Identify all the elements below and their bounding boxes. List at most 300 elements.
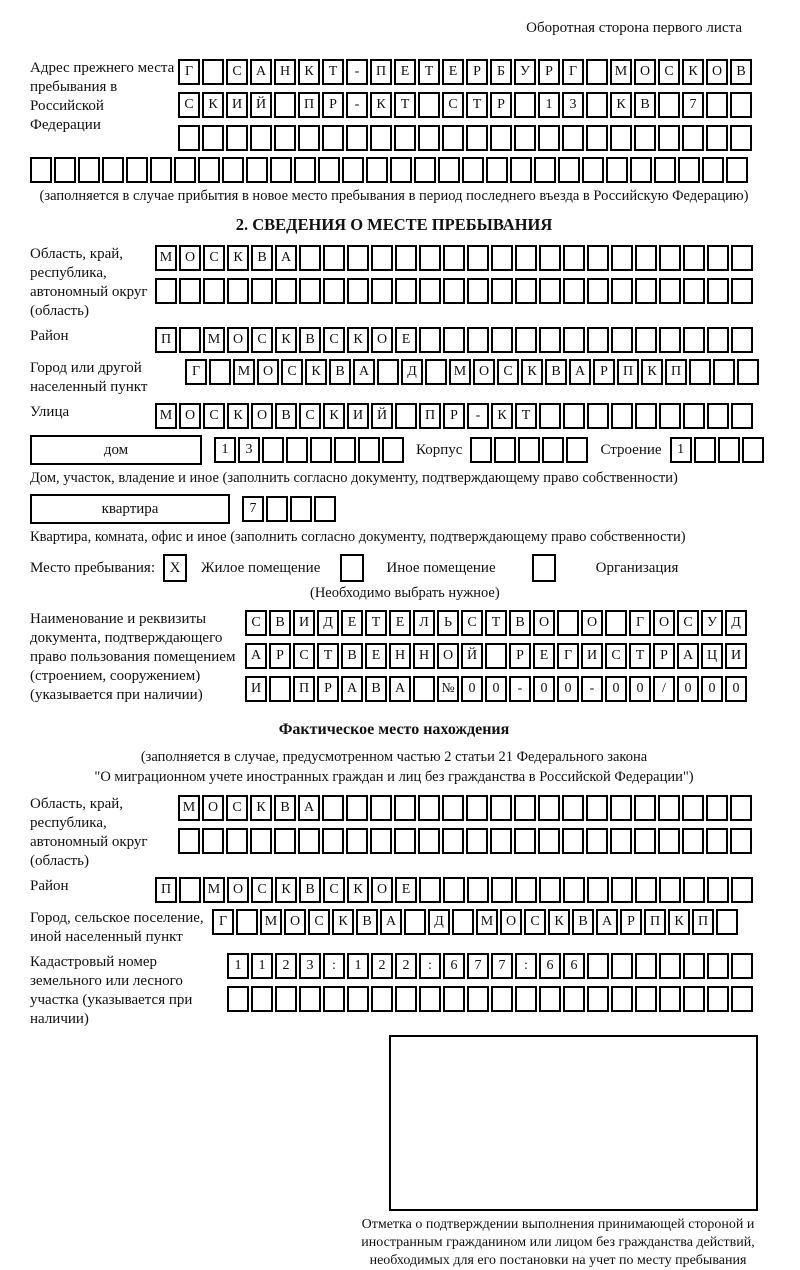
- char-cell: [515, 327, 537, 353]
- char-cell: [346, 795, 368, 821]
- char-cell: [683, 986, 705, 1012]
- char-cell: [323, 986, 345, 1012]
- char-cell: С: [497, 359, 519, 385]
- char-cell: /: [653, 676, 675, 702]
- char-cell: [346, 828, 368, 854]
- char-cell: С: [299, 403, 321, 429]
- char-cell: [314, 496, 336, 522]
- kadastr-block: [30, 953, 758, 1029]
- char-cell: [731, 278, 753, 304]
- char-cell: О: [533, 610, 555, 636]
- prev-address-label: Адрес прежнего места пребывания в Российской Федерации: [30, 60, 175, 133]
- char-cell: Г: [557, 643, 579, 669]
- char-cell: [562, 828, 584, 854]
- char-cell: Е: [341, 610, 363, 636]
- char-cell: С: [178, 92, 200, 118]
- char-cell: [557, 610, 579, 636]
- char-cell: С: [524, 909, 546, 935]
- char-cell: [563, 245, 585, 271]
- char-cell: [467, 245, 489, 271]
- char-cell: [54, 157, 76, 183]
- char-cell: -: [467, 403, 489, 429]
- char-cell: [515, 245, 537, 271]
- mesto-label: Место пребывания:: [30, 559, 155, 576]
- char-cell: [538, 828, 560, 854]
- char-cell: [610, 828, 632, 854]
- char-cell: [126, 157, 148, 183]
- char-cell: [534, 157, 556, 183]
- char-cell: К: [641, 359, 663, 385]
- char-cell: [425, 359, 447, 385]
- char-cell: 0: [677, 676, 699, 702]
- char-cell: К: [370, 92, 392, 118]
- char-cell: [209, 359, 231, 385]
- char-cell: [485, 643, 507, 669]
- char-cell: [346, 125, 368, 151]
- char-cell: [470, 437, 492, 463]
- char-cell: К: [323, 403, 345, 429]
- char-cell: Е: [389, 610, 411, 636]
- char-cell: [586, 795, 608, 821]
- char-cell: 1: [670, 437, 692, 463]
- char-cell: Н: [274, 59, 296, 85]
- char-cell: С: [323, 877, 345, 903]
- char-cell: И: [347, 403, 369, 429]
- char-cell: П: [617, 359, 639, 385]
- char-cell: [630, 157, 652, 183]
- char-cell: К: [250, 795, 272, 821]
- char-cell: [323, 245, 345, 271]
- char-cell: Д: [725, 610, 747, 636]
- char-cell: [582, 157, 604, 183]
- char-cell: [611, 953, 633, 979]
- char-cell: С: [226, 795, 248, 821]
- char-cell: [198, 157, 220, 183]
- char-cell: В: [730, 59, 752, 85]
- oblast-row-2: [155, 278, 755, 304]
- char-cell: О: [653, 610, 675, 636]
- char-cell: И: [245, 676, 267, 702]
- char-cell: [418, 125, 440, 151]
- prev-address-row-3: [178, 125, 754, 151]
- char-cell: [466, 795, 488, 821]
- char-cell: [419, 327, 441, 353]
- char-cell: [611, 877, 633, 903]
- ulitsa-block: [30, 403, 758, 429]
- korpus-row: [470, 437, 590, 463]
- char-cell: М: [203, 327, 225, 353]
- char-cell: Р: [593, 359, 615, 385]
- char-cell: Т: [629, 643, 651, 669]
- char-cell: [586, 59, 608, 85]
- char-cell: [491, 877, 513, 903]
- char-cell: Т: [466, 92, 488, 118]
- char-cell: [611, 986, 633, 1012]
- char-cell: Т: [322, 59, 344, 85]
- char-cell: Е: [394, 59, 416, 85]
- char-cell: [658, 828, 680, 854]
- char-cell: К: [548, 909, 570, 935]
- char-cell: [707, 327, 729, 353]
- char-cell: [298, 125, 320, 151]
- char-cell: О: [581, 610, 603, 636]
- char-cell: [347, 986, 369, 1012]
- char-cell: [443, 278, 465, 304]
- char-cell: [202, 125, 224, 151]
- char-cell: Р: [509, 643, 531, 669]
- char-cell: [443, 245, 465, 271]
- char-cell: [226, 125, 248, 151]
- char-cell: В: [341, 643, 363, 669]
- char-cell: [490, 828, 512, 854]
- char-cell: [466, 125, 488, 151]
- char-cell: [514, 92, 536, 118]
- char-cell: [730, 795, 752, 821]
- char-cell: [518, 437, 540, 463]
- char-cell: О: [202, 795, 224, 821]
- char-cell: -: [346, 59, 368, 85]
- char-cell: [462, 157, 484, 183]
- kadastr-row-2: [227, 986, 755, 1012]
- char-cell: [634, 828, 656, 854]
- char-cell: [694, 437, 716, 463]
- char-cell: К: [227, 403, 249, 429]
- dom-widebox: дом: [30, 435, 202, 465]
- char-cell: А: [677, 643, 699, 669]
- char-cell: Л: [413, 610, 435, 636]
- char-cell: [466, 828, 488, 854]
- char-cell: 2: [275, 953, 297, 979]
- char-cell: [659, 877, 681, 903]
- char-cell: [635, 245, 657, 271]
- char-cell: 0: [461, 676, 483, 702]
- char-cell: К: [668, 909, 690, 935]
- char-cell: [542, 437, 564, 463]
- char-cell: [563, 403, 585, 429]
- char-cell: [707, 245, 729, 271]
- char-cell: М: [260, 909, 282, 935]
- char-cell: [716, 909, 738, 935]
- document-row-1: [245, 610, 749, 636]
- char-cell: [706, 125, 728, 151]
- char-cell: [707, 953, 729, 979]
- char-cell: [587, 877, 609, 903]
- char-cell: [419, 986, 441, 1012]
- char-cell: [202, 59, 224, 85]
- char-cell: [587, 245, 609, 271]
- char-cell: [179, 278, 201, 304]
- char-cell: [683, 278, 705, 304]
- char-cell: О: [179, 245, 201, 271]
- char-cell: П: [419, 403, 441, 429]
- gorod-row: [185, 359, 761, 385]
- char-cell: В: [274, 795, 296, 821]
- char-cell: [635, 986, 657, 1012]
- mesto-checkbox-inoe: [340, 554, 364, 582]
- char-cell: Е: [365, 643, 387, 669]
- char-cell: О: [473, 359, 495, 385]
- kvartira-digits-row: [242, 496, 338, 522]
- char-cell: [683, 877, 705, 903]
- mesto-opt-org: Организация: [595, 559, 679, 576]
- prev-address-note: (заполняется в случае прибытия в новое место пребывания в период последнего въезда в Российскую Федерацию): [39, 188, 749, 204]
- char-cell: С: [308, 909, 330, 935]
- char-cell: В: [275, 403, 297, 429]
- char-cell: [179, 877, 201, 903]
- char-cell: [438, 157, 460, 183]
- char-cell: М: [178, 795, 200, 821]
- char-cell: [413, 676, 435, 702]
- char-cell: С: [226, 59, 248, 85]
- char-cell: [394, 125, 416, 151]
- char-cell: Р: [490, 92, 512, 118]
- char-cell: [707, 278, 729, 304]
- char-cell: -: [346, 92, 368, 118]
- char-cell: [586, 828, 608, 854]
- char-cell: [174, 157, 196, 183]
- char-cell: С: [461, 610, 483, 636]
- char-cell: О: [227, 877, 249, 903]
- char-cell: [250, 125, 272, 151]
- char-cell: К: [275, 877, 297, 903]
- char-cell: А: [245, 643, 267, 669]
- char-cell: [382, 437, 404, 463]
- char-cell: [587, 953, 609, 979]
- char-cell: О: [706, 59, 728, 85]
- fact-gorod-label: Город, сельское поселение, иной населенный пункт: [30, 910, 204, 945]
- char-cell: Е: [395, 327, 417, 353]
- char-cell: М: [203, 877, 225, 903]
- char-cell: [654, 157, 676, 183]
- char-cell: [443, 877, 465, 903]
- char-cell: [635, 327, 657, 353]
- char-cell: [442, 125, 464, 151]
- char-cell: И: [293, 610, 315, 636]
- char-cell: Д: [428, 909, 450, 935]
- char-cell: [310, 437, 332, 463]
- kvartira-widebox: квартира: [30, 494, 230, 524]
- char-cell: [707, 403, 729, 429]
- char-cell: [371, 986, 393, 1012]
- char-cell: А: [298, 795, 320, 821]
- fact-note-line2: "О миграционном учете иностранных граждан и лиц без гражданства в Российской Федерации"): [94, 769, 694, 785]
- char-cell: [730, 125, 752, 151]
- fact-raion-label: Район: [30, 878, 69, 894]
- char-cell: [395, 245, 417, 271]
- fact-gorod-row: [212, 909, 740, 935]
- char-cell: С: [677, 610, 699, 636]
- char-cell: Р: [269, 643, 291, 669]
- oblast-label: Область, край, республика, автономный округ (область): [30, 246, 148, 319]
- prev-address-block: [30, 59, 758, 151]
- char-cell: А: [250, 59, 272, 85]
- char-cell: 0: [557, 676, 579, 702]
- char-cell: Г: [629, 610, 651, 636]
- char-cell: [418, 795, 440, 821]
- char-cell: [658, 795, 680, 821]
- char-cell: 3: [238, 437, 260, 463]
- char-cell: Т: [418, 59, 440, 85]
- char-cell: [563, 877, 585, 903]
- char-cell: Д: [401, 359, 423, 385]
- char-cell: [611, 403, 633, 429]
- char-cell: 7: [491, 953, 513, 979]
- char-cell: [659, 245, 681, 271]
- char-cell: [419, 877, 441, 903]
- char-cell: [514, 125, 536, 151]
- char-cell: В: [299, 877, 321, 903]
- char-cell: [635, 877, 657, 903]
- mesto-checkbox-zhiloe: X: [163, 554, 187, 582]
- char-cell: [395, 986, 417, 1012]
- char-cell: А: [353, 359, 375, 385]
- char-cell: И: [725, 643, 747, 669]
- char-cell: [539, 877, 561, 903]
- char-cell: [323, 278, 345, 304]
- char-cell: [683, 327, 705, 353]
- char-cell: [150, 157, 172, 183]
- char-cell: [706, 828, 728, 854]
- char-cell: [486, 157, 508, 183]
- stamp-box: [389, 1035, 758, 1211]
- oblast-grid: [155, 245, 755, 304]
- char-cell: К: [521, 359, 543, 385]
- char-cell: И: [226, 92, 248, 118]
- char-cell: [587, 986, 609, 1012]
- char-cell: С: [251, 327, 273, 353]
- prev-address-row-2: [178, 92, 754, 118]
- mesto-checkbox-org: [532, 554, 556, 582]
- char-cell: [266, 496, 288, 522]
- char-cell: [659, 986, 681, 1012]
- char-cell: К: [347, 877, 369, 903]
- char-cell: [178, 125, 200, 151]
- char-cell: [702, 157, 724, 183]
- char-cell: К: [298, 59, 320, 85]
- fact-title: Фактическое место нахождения: [278, 721, 510, 738]
- char-cell: В: [572, 909, 594, 935]
- char-cell: [587, 403, 609, 429]
- char-cell: [250, 828, 272, 854]
- char-cell: [269, 676, 291, 702]
- char-cell: [222, 157, 244, 183]
- char-cell: [635, 403, 657, 429]
- char-cell: [707, 986, 729, 1012]
- char-cell: Т: [485, 610, 507, 636]
- char-cell: М: [449, 359, 471, 385]
- char-cell: Т: [394, 92, 416, 118]
- kadastr-label: Кадастровый номер земельного или лесного участка (указывается при наличии): [30, 954, 193, 1027]
- char-cell: 2: [395, 953, 417, 979]
- char-cell: [299, 278, 321, 304]
- char-cell: В: [251, 245, 273, 271]
- char-cell: -: [581, 676, 603, 702]
- char-cell: 0: [533, 676, 555, 702]
- gorod-block: [30, 359, 758, 397]
- char-cell: [610, 125, 632, 151]
- char-cell: [558, 157, 580, 183]
- char-cell: [539, 403, 561, 429]
- char-cell: [370, 828, 392, 854]
- char-cell: Й: [371, 403, 393, 429]
- kvartira-caption: Квартира, комната, офис и иное (заполнить согласно документу, подтверждающему право собственности): [30, 529, 686, 545]
- char-cell: О: [634, 59, 656, 85]
- char-cell: [731, 327, 753, 353]
- char-cell: [730, 828, 752, 854]
- char-cell: В: [545, 359, 567, 385]
- prev-address-grid: [178, 59, 754, 151]
- char-cell: [236, 909, 258, 935]
- char-cell: [586, 92, 608, 118]
- char-cell: [634, 125, 656, 151]
- char-cell: [78, 157, 100, 183]
- document-block: [30, 610, 758, 705]
- char-cell: [370, 795, 392, 821]
- char-cell: К: [682, 59, 704, 85]
- char-cell: [683, 245, 705, 271]
- char-cell: [539, 278, 561, 304]
- char-cell: Й: [461, 643, 483, 669]
- char-cell: [606, 157, 628, 183]
- char-cell: [322, 795, 344, 821]
- char-cell: [731, 403, 753, 429]
- char-cell: [635, 953, 657, 979]
- char-cell: С: [293, 643, 315, 669]
- char-cell: Р: [317, 676, 339, 702]
- char-cell: С: [281, 359, 303, 385]
- char-cell: 0: [605, 676, 627, 702]
- char-cell: [742, 437, 764, 463]
- char-cell: 6: [563, 953, 585, 979]
- char-cell: У: [514, 59, 536, 85]
- document-grid: [245, 610, 749, 702]
- fact-raion-block: [30, 877, 758, 903]
- char-cell: [366, 157, 388, 183]
- char-cell: [706, 92, 728, 118]
- char-cell: В: [509, 610, 531, 636]
- char-cell: [274, 828, 296, 854]
- char-cell: [347, 245, 369, 271]
- char-cell: 0: [629, 676, 651, 702]
- char-cell: [377, 359, 399, 385]
- dom-block: [30, 435, 758, 465]
- char-cell: [562, 125, 584, 151]
- oblast-row-1: [155, 245, 755, 271]
- fact-gorod-block: [30, 909, 758, 947]
- char-cell: С: [203, 403, 225, 429]
- char-cell: [347, 278, 369, 304]
- char-cell: [635, 278, 657, 304]
- page-header-note: Оборотная сторона первого листа: [526, 20, 742, 36]
- char-cell: [322, 125, 344, 151]
- char-cell: [404, 909, 426, 935]
- char-cell: Р: [538, 59, 560, 85]
- mesto-note: (Необходимо выбрать нужное): [310, 585, 500, 601]
- char-cell: П: [155, 877, 177, 903]
- char-cell: [414, 157, 436, 183]
- char-cell: [610, 795, 632, 821]
- gorod-label: Город или другой населенный пункт: [30, 360, 148, 395]
- mesto-block: [30, 554, 758, 582]
- char-cell: [274, 125, 296, 151]
- char-cell: [286, 437, 308, 463]
- char-cell: П: [298, 92, 320, 118]
- char-cell: [539, 327, 561, 353]
- char-cell: [731, 877, 753, 903]
- char-cell: [358, 437, 380, 463]
- korpus-label: Корпус: [416, 441, 463, 458]
- char-cell: [587, 278, 609, 304]
